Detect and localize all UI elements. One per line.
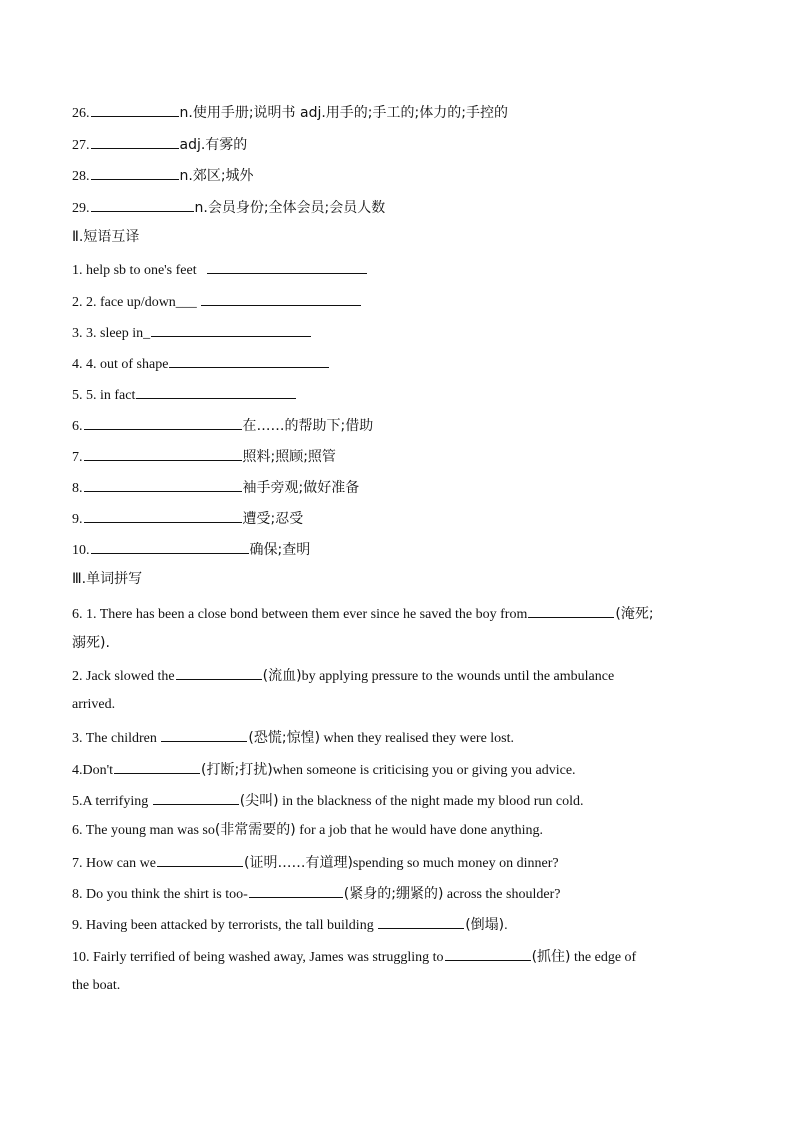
- word-hint: (证明……有道理): [243, 855, 353, 871]
- answer-blank[interactable]: [91, 101, 179, 117]
- spelling-item-9: [72, 913, 508, 936]
- word-hint: (淹死;: [615, 606, 654, 622]
- answer-blank[interactable]: [91, 538, 249, 554]
- vocab-item-28: [72, 164, 254, 187]
- item-number: 26.: [72, 106, 90, 121]
- section-2-title: Ⅱ.短语互译: [72, 229, 140, 245]
- spelling-item-5: [72, 789, 583, 812]
- answer-blank[interactable]: [84, 476, 242, 492]
- answer-blank[interactable]: [151, 321, 311, 337]
- phrase-item-8: [72, 476, 359, 499]
- sentence-part: when they realised they were lost.: [320, 731, 515, 746]
- item-number: 10.: [72, 543, 90, 558]
- sentence-part: 4.Don't: [72, 763, 114, 778]
- answer-blank[interactable]: [445, 945, 531, 961]
- phrase-meaning: 确保;查明: [249, 542, 311, 558]
- spelling-item-10: [72, 945, 636, 968]
- answer-blank[interactable]: [91, 133, 179, 149]
- sentence-part: 9. Having been attacked by terrorists, the tall building: [72, 918, 378, 933]
- phrase-item-6: [72, 414, 373, 437]
- phrase-item-2: [72, 290, 362, 313]
- item-number: 29.: [72, 201, 90, 216]
- vocab-item-27: [72, 133, 247, 156]
- sentence-part: spending so much money on dinner?: [352, 856, 559, 871]
- answer-blank[interactable]: [91, 196, 194, 212]
- sentence-part: .: [504, 918, 508, 933]
- sentence-part: 2. Jack slowed the: [72, 669, 175, 684]
- item-number: 28.: [72, 169, 90, 184]
- spelling-item-10-cont: [72, 976, 120, 996]
- phrase-item-9: [72, 507, 303, 530]
- word-hint: (打断;打扰): [201, 762, 273, 778]
- word-hint: (紧身的;绷紧的): [343, 886, 444, 902]
- word-hint: (抓住): [531, 949, 571, 965]
- phrase-text: 5. 5. in fact: [72, 388, 136, 403]
- phrase-item-10: [72, 538, 310, 561]
- item-number: 8.: [72, 481, 83, 496]
- phrase-meaning: 照料;照顾;照管: [242, 449, 336, 465]
- answer-blank[interactable]: [169, 352, 329, 368]
- answer-blank[interactable]: [378, 913, 464, 929]
- sentence-part: by applying pressure to the wounds until the ambulance: [301, 669, 615, 684]
- sentence-part: the boat.: [72, 978, 121, 993]
- answer-blank[interactable]: [528, 602, 614, 618]
- sentence-part: in the blackness of the night made my blood run cold.: [278, 794, 584, 809]
- item-number: 6.: [72, 419, 83, 434]
- sentence-part: 6. 1. There has been a close bond between them ever since he saved the boy from: [72, 607, 528, 622]
- answer-blank[interactable]: [207, 258, 367, 274]
- spelling-item-6: [72, 820, 543, 841]
- sentence-part: across the shoulder?: [443, 887, 561, 902]
- sentence-part: 7. How can we: [72, 856, 156, 871]
- sentence-part: arrived.: [72, 697, 116, 712]
- word-hint: (非常需要的): [214, 822, 296, 838]
- phrase-item-7: [72, 445, 336, 468]
- answer-blank[interactable]: [153, 789, 239, 805]
- spelling-item-3: [72, 726, 514, 749]
- word-hint: (恐慌;惊惶): [248, 730, 321, 746]
- item-definition: adj.有雾的: [179, 137, 248, 153]
- sentence-part: the edge of: [570, 950, 637, 965]
- phrase-text: 3. 3. sleep in_: [72, 326, 151, 341]
- spelling-item-1: [72, 602, 654, 625]
- spelling-item-1-cont: [72, 633, 110, 654]
- phrase-item-3: [72, 321, 312, 344]
- word-hint: (尖叫): [239, 793, 279, 809]
- sentence-part: 3. The children: [72, 731, 161, 746]
- section-3-title: Ⅲ.单词拼写: [72, 571, 143, 587]
- item-definition: n.会员身份;全体会员;会员人数: [194, 200, 386, 216]
- sentence-part: for a job that he would have done anything.: [295, 823, 544, 838]
- answer-blank[interactable]: [114, 758, 200, 774]
- answer-blank[interactable]: [136, 383, 296, 399]
- word-hint: (流血): [262, 668, 302, 684]
- spelling-item-8: [72, 882, 560, 905]
- item-number: 7.: [72, 450, 83, 465]
- answer-blank[interactable]: [84, 445, 242, 461]
- vocab-item-26: [72, 101, 508, 124]
- sentence-part: 8. Do you think the shirt is too-: [72, 887, 248, 902]
- item-number: 9.: [72, 512, 83, 527]
- answer-blank[interactable]: [161, 726, 247, 742]
- answer-blank[interactable]: [84, 507, 242, 523]
- answer-blank[interactable]: [176, 664, 262, 680]
- phrase-item-4: [72, 352, 330, 375]
- answer-blank[interactable]: [201, 290, 361, 306]
- spelling-item-4: [72, 758, 576, 781]
- word-hint-continued: 溺死).: [72, 635, 110, 651]
- phrase-item-1: [72, 258, 368, 281]
- phrase-meaning: 遭受;忍受: [242, 511, 304, 527]
- item-number: 27.: [72, 138, 90, 153]
- phrase-text: 1. help sb to one's feet: [72, 263, 197, 278]
- answer-blank[interactable]: [91, 164, 179, 180]
- phrase-text: 4. 4. out of shape: [72, 357, 169, 372]
- sentence-part: 10. Fairly terrified of being washed away, James was struggling to: [72, 950, 444, 965]
- item-definition: n.郊区;城外: [179, 168, 254, 184]
- word-hint: (倒塌): [465, 917, 505, 933]
- vocab-item-29: [72, 196, 385, 219]
- spelling-item-2-cont: [72, 695, 115, 715]
- phrase-meaning: 在……的帮助下;借助: [242, 418, 374, 434]
- sentence-part: 5.A terrifying: [72, 794, 152, 809]
- spelling-item-2: [72, 664, 614, 687]
- sentence-part: when someone is criticising you or giving you advice.: [272, 763, 576, 778]
- phrase-meaning: 袖手旁观;做好准备: [242, 480, 360, 496]
- answer-blank[interactable]: [249, 882, 343, 898]
- spelling-item-7: [72, 851, 559, 874]
- item-definition: n.使用手册;说明书 adj.用手的;手工的;体力的;手控的: [179, 105, 508, 121]
- phrase-item-5: [72, 383, 297, 406]
- sentence-part: 6. The young man was so: [72, 823, 215, 838]
- answer-blank[interactable]: [84, 414, 242, 430]
- phrase-text: 2. 2. face up/down___: [72, 295, 197, 310]
- answer-blank[interactable]: [157, 851, 243, 867]
